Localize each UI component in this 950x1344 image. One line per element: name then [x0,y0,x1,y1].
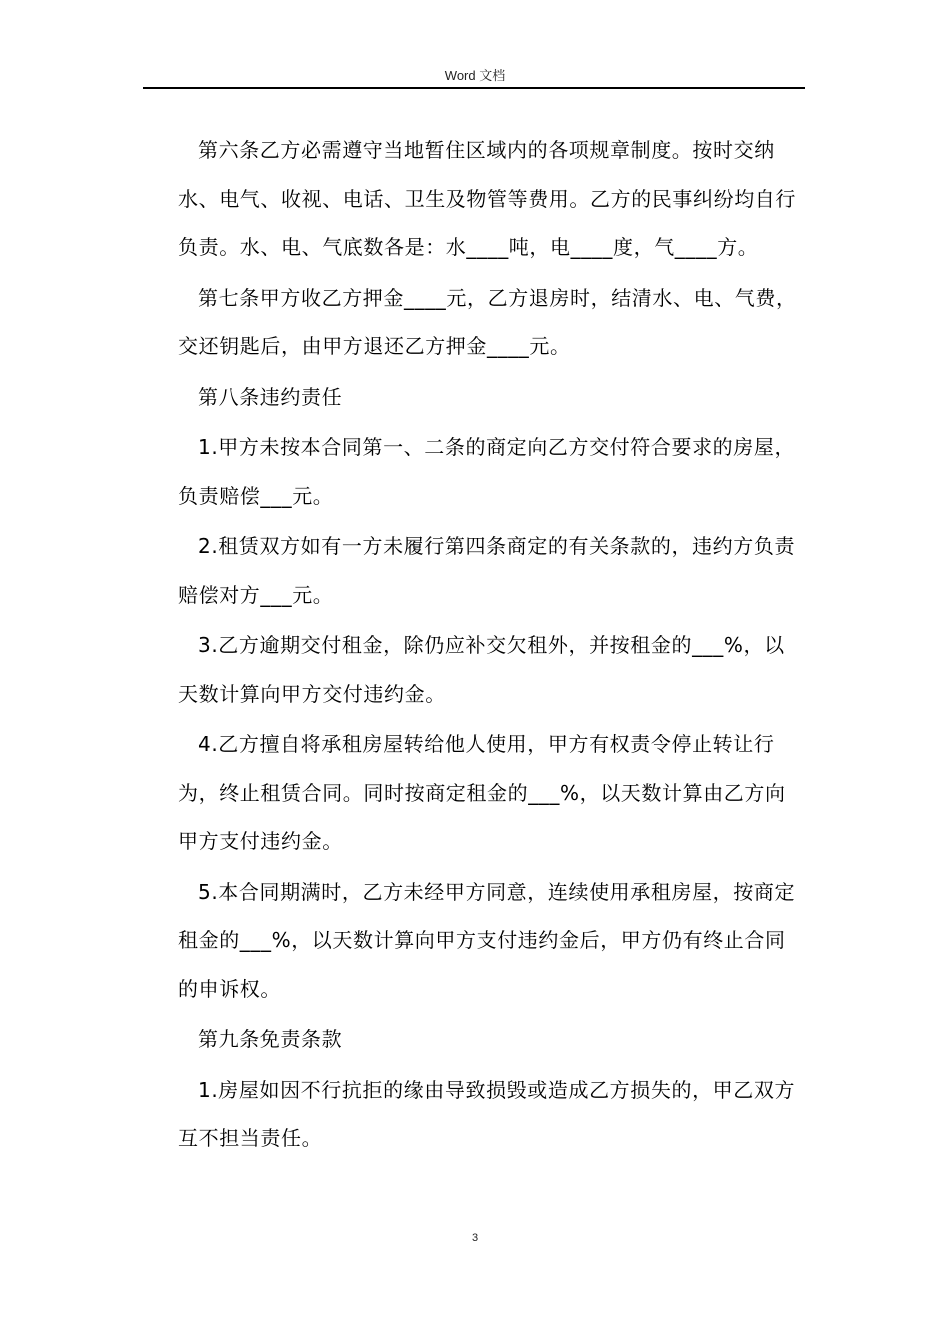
paragraph-article-9-item-1: 1.房屋如因不行抗拒的缘由导致损毁或造成乙方损失的，甲乙双方互不担当责任。 [178,1077,796,1150]
page-number: 3 [471,1232,479,1244]
paragraph-article-6: 第六条乙方必需遵守当地暂住区域内的各项规章制度。按时交纳水、电气、收视、电话、卫生及物管等费用。乙方的民事纠纷均自行负责。水、电、气底数各是：水____吨，电____度，气____方。 [178,138,796,259]
page-header-title: Word 文档 [444,68,506,83]
paragraph-article-8-heading: 第八条违约责任 [198,384,343,409]
paragraph-article-8-item-4: 4.乙方擅自将承租房屋转给他人使用，甲方有权责令停止转让行为，终止租赁合同。同时按商定租金的___%，以天数计算由乙方向甲方支付违约金。 [178,732,786,853]
paragraph-article-9-heading: 第九条免责条款 [198,1027,343,1051]
paragraph-article-8-item-2: 2.租赁双方如有一方未履行第四条商定的有关条款的，违约方负责赔偿对方___元。 [178,534,796,607]
header-divider [143,87,805,89]
paragraph-article-8-item-5: 5.本合同期满时，乙方未经甲方同意，连续使用承租房屋，按商定租金的___%，以天数计算向甲方支付违约金后，甲方仍有终止合同的申诉权。 [178,879,796,1001]
paragraph-article-7: 第七条甲方收乙方押金____元，乙方退房时，结清水、电、气费，交还钥匙后，由甲方退还乙方押金____元。 [178,285,797,358]
document-body [178,126,804,1165]
paragraph-article-8-item-1: 1.甲方未按本合同第一、二条的商定向乙方交付符合要求的房屋，负责赔偿___元。 [178,435,796,508]
paragraph-article-8-item-3: 3.乙方逾期交付租金，除仍应补交欠租外，并按租金的___%，以天数计算向甲方交付违约金。 [178,633,785,706]
